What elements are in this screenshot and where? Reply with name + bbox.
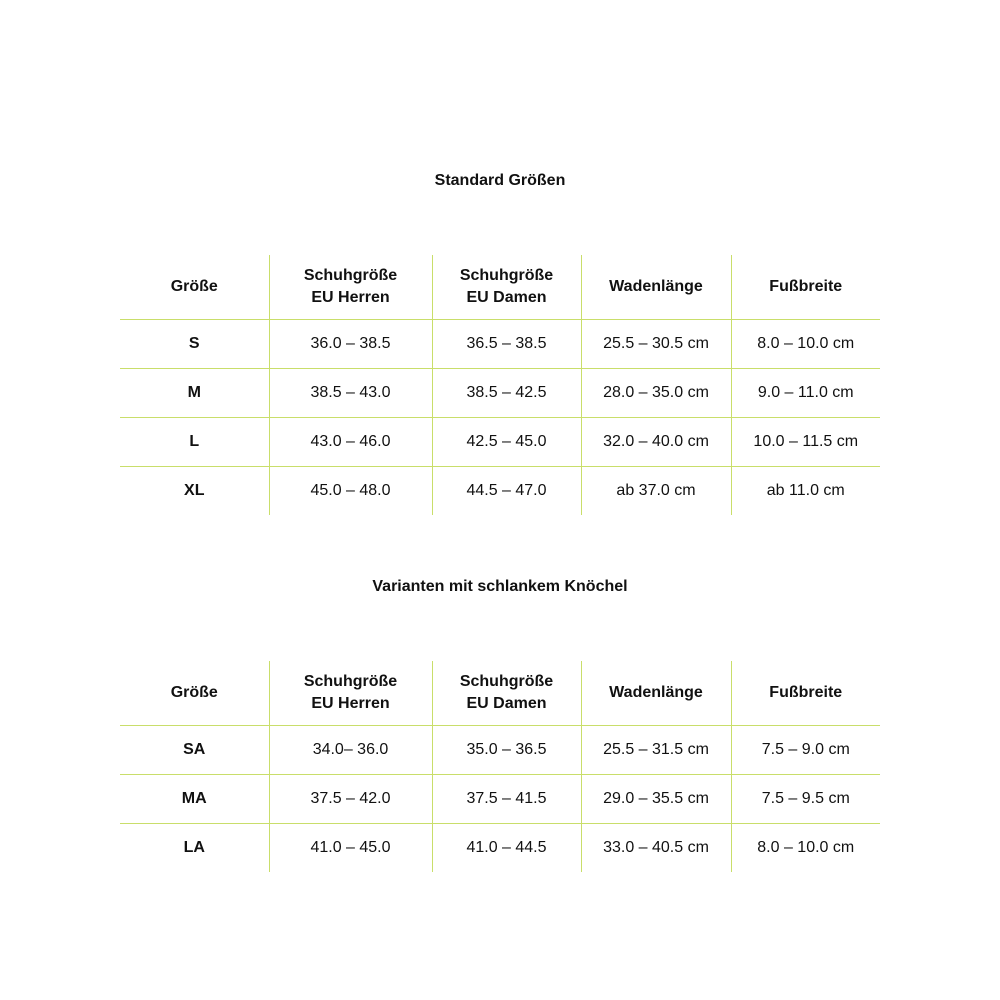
standard-sizes-title: Standard Größen	[434, 172, 566, 189]
foot-width-cell: 7.5 – 9.5 cm	[731, 775, 880, 824]
header-eu-women-label: EU Damen	[466, 695, 547, 712]
shoe-size-women-cell: 37.5 – 41.5	[432, 775, 581, 824]
header-shoe-size-label: Schuhgröße	[303, 267, 398, 284]
shoe-size-women-cell: 36.5 – 38.5	[432, 320, 581, 369]
foot-width-cell: 10.0 – 11.5 cm	[731, 418, 880, 467]
header-shoe-size-label: Schuhgröße	[303, 673, 398, 690]
shoe-size-women-cell: 35.0 – 36.5	[432, 726, 581, 775]
table-header-row	[120, 255, 880, 320]
table-row	[120, 418, 880, 467]
shoe-size-men-cell: 34.0– 36.0	[269, 726, 432, 775]
shoe-size-men-cell: 45.0 – 48.0	[269, 467, 432, 516]
header-size: Größe	[120, 661, 269, 726]
slim-ankle-size-table	[120, 661, 880, 872]
foot-width-cell: ab 11.0 cm	[731, 467, 880, 516]
foot-width-cell: 8.0 – 10.0 cm	[731, 320, 880, 369]
foot-width-cell: 9.0 – 11.0 cm	[731, 369, 880, 418]
calf-length-cell: 33.0 – 40.5 cm	[581, 824, 731, 873]
foot-width-cell: 8.0 – 10.0 cm	[731, 824, 880, 873]
standard-size-table	[120, 255, 880, 515]
calf-length-cell: 32.0 – 40.0 cm	[581, 418, 731, 467]
table-row	[120, 824, 880, 873]
header-shoe-size-label: Schuhgröße	[459, 673, 554, 690]
header-eu-women-label: EU Damen	[466, 289, 547, 306]
shoe-size-men-cell: 43.0 – 46.0	[269, 418, 432, 467]
header-shoe-size-women	[432, 661, 581, 726]
size-cell: MA	[120, 775, 269, 824]
header-eu-men-label: EU Herren	[311, 289, 390, 306]
table-row	[120, 369, 880, 418]
table-header-row	[120, 661, 880, 726]
table-row	[120, 467, 880, 516]
size-cell: S	[120, 320, 269, 369]
calf-length-cell: ab 37.0 cm	[581, 467, 731, 516]
shoe-size-women-cell: 42.5 – 45.0	[432, 418, 581, 467]
size-cell: XL	[184, 482, 205, 499]
shoe-size-men-cell: 37.5 – 42.0	[269, 775, 432, 824]
foot-width-cell: 7.5 – 9.0 cm	[731, 726, 880, 775]
shoe-size-women-cell: 38.5 – 42.5	[432, 369, 581, 418]
header-foot-width: Fußbreite	[731, 255, 880, 320]
table-row	[120, 320, 880, 369]
calf-length-cell: 29.0 – 35.5 cm	[581, 775, 731, 824]
header-eu-men-label: EU Herren	[311, 695, 390, 712]
calf-length-cell: 25.5 – 31.5 cm	[581, 726, 731, 775]
size-cell: M	[120, 369, 269, 418]
header-calf-length: Wadenlänge	[581, 661, 731, 726]
table-row	[120, 775, 880, 824]
shoe-size-men-cell: 41.0 – 45.0	[269, 824, 432, 873]
header-calf-length: Wadenlänge	[581, 255, 731, 320]
header-shoe-size-label: Schuhgröße	[459, 267, 554, 284]
header-shoe-size-men	[269, 255, 432, 320]
shoe-size-men-cell: 38.5 – 43.0	[269, 369, 432, 418]
calf-length-cell: 25.5 – 30.5 cm	[581, 320, 731, 369]
shoe-size-women-cell: 41.0 – 44.5	[432, 824, 581, 873]
table-row	[120, 726, 880, 775]
shoe-size-women-cell: 44.5 – 47.0	[432, 467, 581, 516]
size-cell: SA	[120, 726, 269, 775]
slim-ankle-variants-title: Varianten mit schlankem Knöchel	[372, 578, 628, 595]
size-cell: LA	[183, 839, 205, 856]
header-size: Größe	[120, 255, 269, 320]
calf-length-cell: 28.0 – 35.0 cm	[581, 369, 731, 418]
shoe-size-men-cell: 36.0 – 38.5	[269, 320, 432, 369]
header-shoe-size-women	[432, 255, 581, 320]
header-shoe-size-men	[269, 661, 432, 726]
size-cell: L	[120, 418, 269, 467]
header-foot-width: Fußbreite	[731, 661, 880, 726]
